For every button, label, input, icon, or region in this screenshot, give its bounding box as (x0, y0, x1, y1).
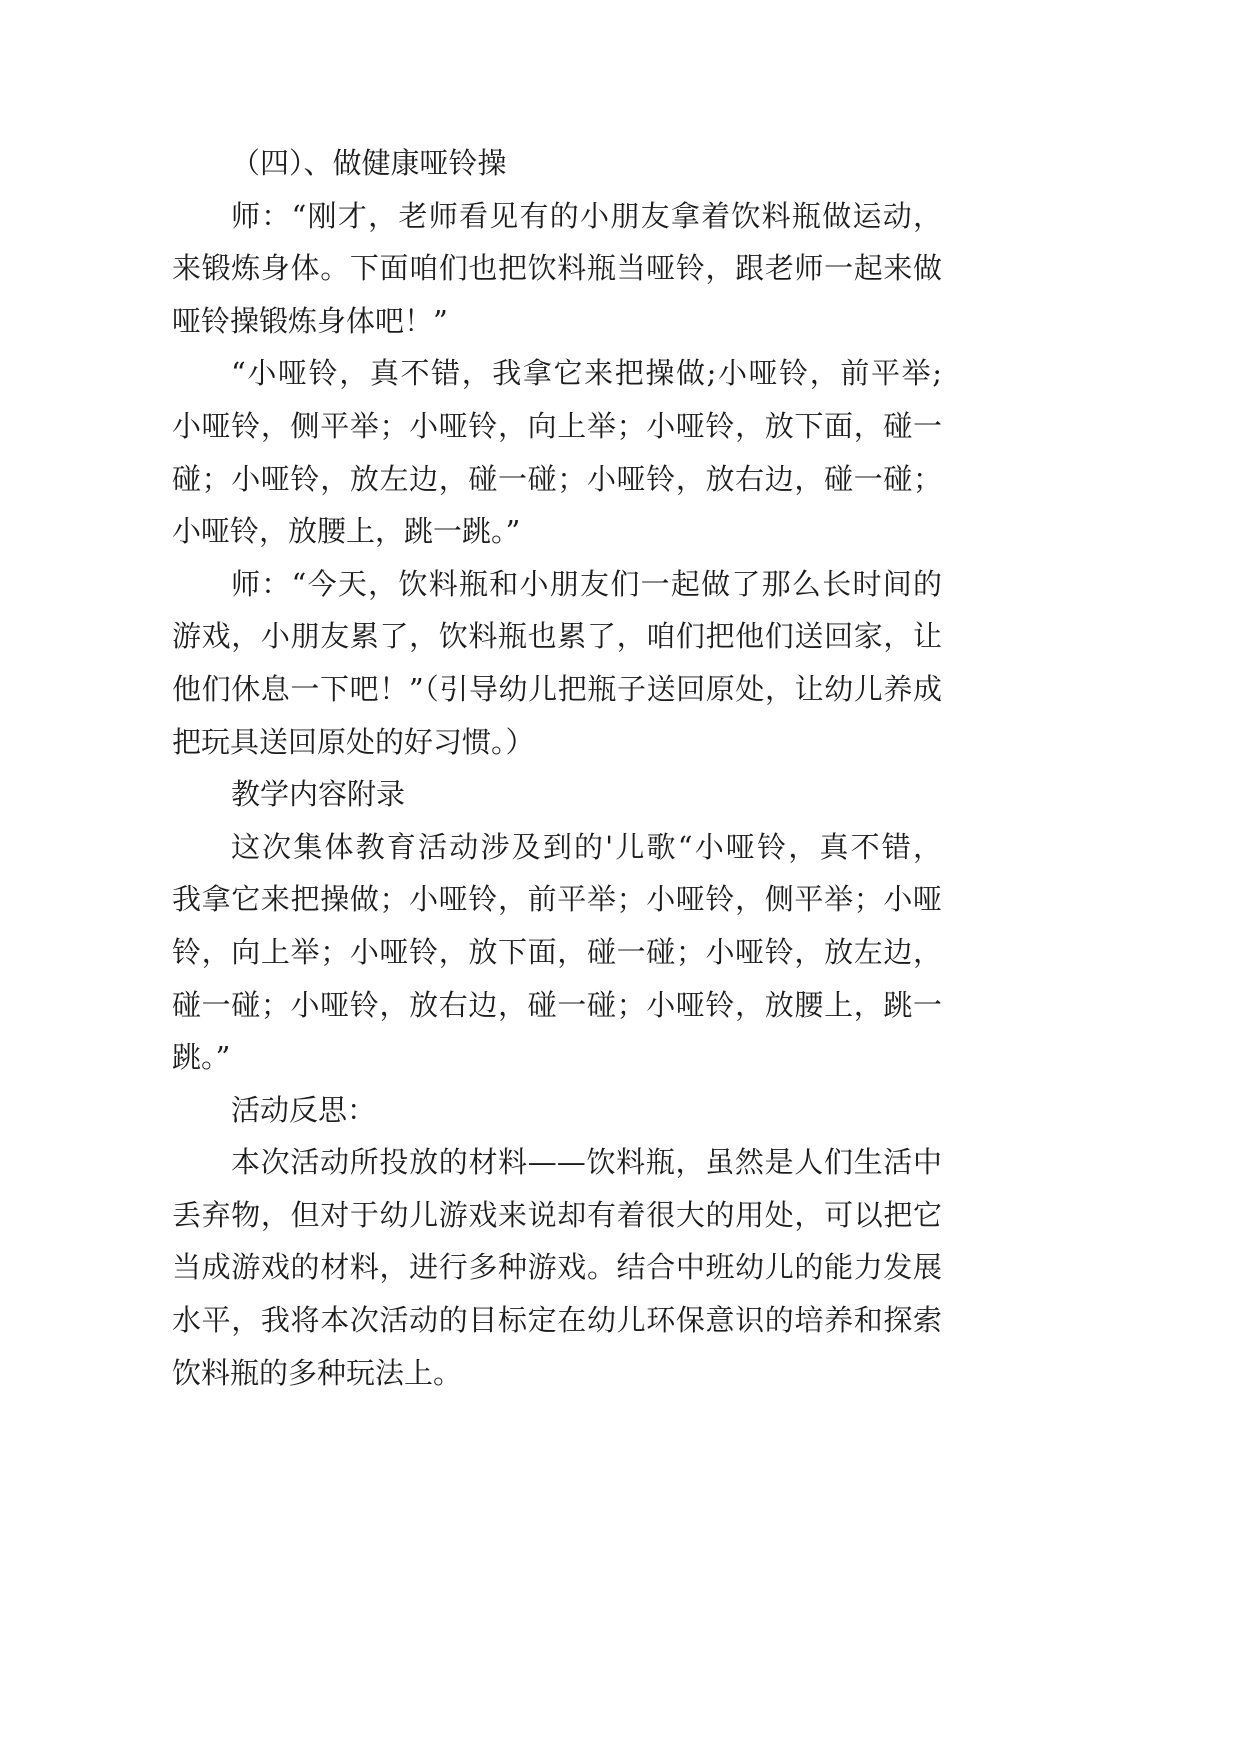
heading-line: 活动反思： (231, 1092, 377, 1127)
teacher-closing-paragraph (172, 558, 942, 768)
paragraph-line: “小哑铃，真不错，我拿它来把操做;小哑铃，前平举; (231, 356, 942, 391)
paragraph-line: 来锻炼身体。下面咱们也把饮料瓶当哑铃，跟老师一起来做 (172, 251, 942, 286)
paragraph-line: 当成游戏的材料，进行多种游戏。结合中班幼儿的能力发展 (172, 1250, 942, 1285)
paragraph-line: 师：“刚才，老师看见有的小朋友拿着饮料瓶做运动， (231, 198, 942, 233)
paragraph-line: 碰；小哑铃，放左边，碰一碰；小哑铃，放右边，碰一碰； (172, 461, 942, 496)
heading-line: （四）、做健康哑铃操 (231, 146, 507, 180)
document-body (172, 137, 942, 1399)
paragraph-line: 铃，向上举；小哑铃，放下面，碰一碰；小哑铃，放左边， (172, 934, 942, 969)
appendix-paragraph (172, 821, 942, 1084)
teacher-instruction-paragraph (172, 190, 942, 348)
heading-line: 教学内容附录 (231, 777, 406, 812)
paragraph-line: 他们休息一下吧！”（引导幼儿把瓶子送回原处，让幼儿养成 (172, 671, 942, 706)
reflection-heading (172, 1084, 942, 1137)
paragraph-line: 碰一碰；小哑铃，放右边，碰一碰；小哑铃，放腰上，跳一 (172, 987, 942, 1022)
paragraph-line: 本次活动所投放的材料——饮料瓶，虽然是人们生活中 (231, 1145, 942, 1180)
paragraph-line: 这次集体教育活动涉及到的'儿歌“小哑铃，真不错， (231, 829, 942, 864)
appendix-heading (172, 768, 942, 821)
paragraph-line: 我拿它来把操做；小哑铃，前平举；小哑铃，侧平举；小哑 (172, 882, 942, 917)
section-heading (172, 137, 942, 190)
paragraph-line: 丢弃物，但对于幼儿游戏来说却有着很大的用处，可以把它 (172, 1197, 942, 1232)
paragraph-line: 哑铃操锻炼身体吧！” (172, 303, 448, 338)
paragraph-line: 游戏，小朋友累了，饮料瓶也累了，咱们把他们送回家，让 (172, 619, 942, 654)
reflection-paragraph (172, 1136, 942, 1399)
paragraph-line: 饮料瓶的多种玩法上。 (172, 1355, 463, 1390)
dumbbell-rhyme-paragraph (172, 347, 942, 557)
paragraph-line: 把玩具送回原处的好习惯。） (172, 724, 535, 759)
paragraph-line: 小哑铃，放腰上，跳一跳。” (172, 514, 521, 549)
paragraph-line: 跳。” (172, 1040, 231, 1075)
paragraph-line: 小哑铃，侧平举；小哑铃，向上举；小哑铃，放下面，碰一 (172, 408, 942, 443)
paragraph-line: 师：“今天，饮料瓶和小朋友们一起做了那么长时间的 (231, 566, 942, 601)
paragraph-line: 水平，我将本次活动的目标定在幼儿环保意识的培养和探索 (172, 1303, 942, 1338)
